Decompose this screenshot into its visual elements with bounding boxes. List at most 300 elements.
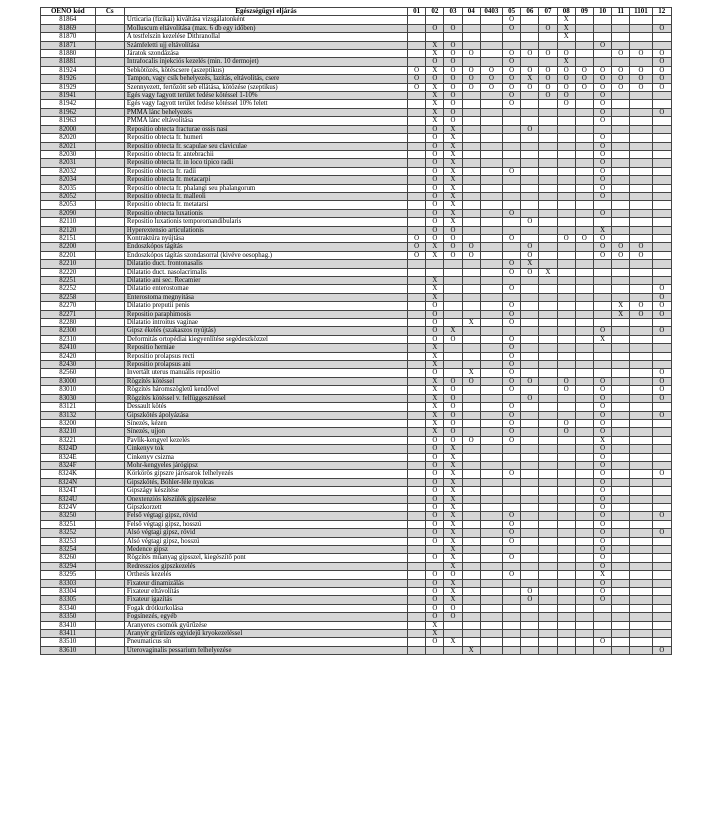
specialty-mark-cell (462, 100, 480, 108)
specialty-mark-cell: O (426, 588, 444, 596)
specialty-mark-cell (630, 100, 652, 108)
specialty-mark-cell (408, 588, 426, 596)
specialty-mark-cell (408, 562, 426, 570)
specialty-mark-cell (612, 226, 630, 234)
specialty-mark-cell (557, 344, 575, 352)
specialty-mark-cell (539, 638, 557, 646)
specialty-mark-cell: X (426, 66, 444, 74)
specialty-mark-cell (575, 377, 593, 385)
specialty-mark-cell (652, 596, 671, 604)
specialty-mark-cell (521, 453, 539, 461)
specialty-mark-cell (462, 546, 480, 554)
specialty-mark-cell (539, 335, 557, 343)
specialty-mark-cell: O (593, 453, 611, 461)
specialty-mark-cell (630, 512, 652, 520)
specialty-mark-cell: O (426, 310, 444, 318)
table-row (41, 209, 672, 217)
specialty-mark-cell: O (593, 327, 611, 335)
oeno-code-cell: 82560 (41, 369, 96, 377)
cs-cell (95, 24, 124, 32)
specialty-mark-cell (652, 588, 671, 596)
table-row (41, 394, 672, 402)
oeno-code-cell: 8324F (41, 461, 96, 469)
specialty-mark-cell (575, 142, 593, 150)
specialty-mark-cell (652, 100, 671, 108)
specialty-mark-cell: O (652, 302, 671, 310)
specialty-mark-cell (575, 571, 593, 579)
cs-cell (95, 638, 124, 646)
specialty-mark-cell (408, 579, 426, 587)
specialty-mark-cell (503, 142, 521, 150)
cs-cell (95, 529, 124, 537)
specialty-mark-cell (462, 167, 480, 175)
cs-cell (95, 277, 124, 285)
column-header: 11 (612, 8, 630, 16)
specialty-mark-cell (575, 428, 593, 436)
specialty-mark-cell: X (521, 75, 539, 83)
table-row (41, 66, 672, 74)
oeno-code-cell: 82030 (41, 150, 96, 158)
specialty-mark-cell (557, 201, 575, 209)
specialty-mark-cell (652, 546, 671, 554)
specialty-mark-cell: O (503, 16, 521, 24)
specialty-mark-cell (630, 562, 652, 570)
specialty-mark-cell (593, 302, 611, 310)
specialty-mark-cell: O (521, 66, 539, 74)
specialty-mark-cell: O (426, 327, 444, 335)
column-header: 04 (462, 8, 480, 16)
specialty-mark-cell (462, 588, 480, 596)
specialty-mark-cell: O (593, 41, 611, 49)
table-body (41, 16, 672, 655)
procedure-name-cell: Gipsz ékelés (szakaszos nyújtás) (124, 327, 407, 335)
oeno-code-cell: 82310 (41, 335, 96, 343)
specialty-mark-cell: O (426, 596, 444, 604)
procedure-name-cell: Endoszkópos tágítás (124, 243, 407, 251)
procedure-name-cell: Mohr-kengyeles járógipsz (124, 461, 407, 469)
specialty-mark-cell: O (652, 66, 671, 74)
specialty-mark-cell (539, 503, 557, 511)
table-row (41, 293, 672, 301)
procedure-name-cell: Molluscum eltávolítása (max. 6 db egy időben) (124, 24, 407, 32)
specialty-mark-cell (521, 192, 539, 200)
table-row (41, 327, 672, 335)
specialty-mark-cell (462, 394, 480, 402)
specialty-mark-cell: O (444, 403, 462, 411)
specialty-mark-cell: O (503, 260, 521, 268)
specialty-mark-cell: O (444, 226, 462, 234)
procedure-name-cell: Fogak drótkurkolása (124, 604, 407, 612)
specialty-mark-cell (444, 293, 462, 301)
procedure-table-container (40, 7, 672, 655)
column-header: 08 (557, 8, 575, 16)
column-header: OENO kód (41, 8, 96, 16)
specialty-mark-cell (630, 461, 652, 469)
specialty-mark-cell: O (652, 529, 671, 537)
oeno-code-cell: 83350 (41, 613, 96, 621)
specialty-mark-cell (612, 184, 630, 192)
specialty-mark-cell: O (630, 75, 652, 83)
specialty-mark-cell: O (426, 159, 444, 167)
specialty-mark-cell (575, 268, 593, 276)
specialty-mark-cell (557, 327, 575, 335)
specialty-mark-cell (408, 512, 426, 520)
table-row (41, 411, 672, 419)
specialty-mark-cell (521, 487, 539, 495)
specialty-mark-cell (575, 209, 593, 217)
specialty-mark-cell (539, 394, 557, 402)
specialty-mark-cell: O (593, 478, 611, 486)
specialty-mark-cell (480, 125, 502, 133)
cs-cell (95, 117, 124, 125)
specialty-mark-cell (462, 201, 480, 209)
specialty-mark-cell: O (521, 394, 539, 402)
oeno-code-cell: 82280 (41, 319, 96, 327)
specialty-mark-cell (652, 218, 671, 226)
specialty-mark-cell (480, 41, 502, 49)
specialty-mark-cell: O (503, 386, 521, 394)
oeno-code-cell: 81942 (41, 100, 96, 108)
table-row (41, 520, 672, 528)
specialty-mark-cell (462, 302, 480, 310)
specialty-mark-cell (557, 453, 575, 461)
specialty-mark-cell (630, 117, 652, 125)
specialty-mark-cell (539, 108, 557, 116)
specialty-mark-cell (408, 646, 426, 654)
specialty-mark-cell (503, 478, 521, 486)
specialty-mark-cell (652, 537, 671, 545)
specialty-mark-cell (462, 386, 480, 394)
cs-cell (95, 125, 124, 133)
specialty-mark-cell: X (444, 125, 462, 133)
table-row (41, 268, 672, 276)
specialty-mark-cell: X (444, 546, 462, 554)
specialty-mark-cell (612, 478, 630, 486)
specialty-mark-cell (480, 285, 502, 293)
specialty-mark-cell (408, 537, 426, 545)
specialty-mark-cell (408, 369, 426, 377)
specialty-mark-cell (575, 352, 593, 360)
specialty-mark-cell (480, 613, 502, 621)
specialty-mark-cell: O (503, 377, 521, 385)
specialty-mark-cell (503, 125, 521, 133)
cs-cell (95, 243, 124, 251)
cs-cell (95, 571, 124, 579)
specialty-mark-cell: O (630, 251, 652, 259)
oeno-code-cell: 82270 (41, 302, 96, 310)
table-row (41, 621, 672, 629)
specialty-mark-cell (575, 310, 593, 318)
specialty-mark-cell (408, 58, 426, 66)
specialty-mark-cell: O (557, 66, 575, 74)
specialty-mark-cell: O (503, 436, 521, 444)
specialty-mark-cell: O (462, 251, 480, 259)
specialty-mark-cell (612, 134, 630, 142)
specialty-mark-cell: O (593, 579, 611, 587)
specialty-mark-cell: O (503, 419, 521, 427)
specialty-mark-cell (503, 394, 521, 402)
specialty-mark-cell (557, 218, 575, 226)
specialty-mark-cell: O (539, 75, 557, 83)
specialty-mark-cell (652, 209, 671, 217)
specialty-mark-cell: X (593, 436, 611, 444)
procedure-name-cell: Repositio prolapsus recti (124, 352, 407, 360)
specialty-mark-cell (521, 646, 539, 654)
cs-cell (95, 167, 124, 175)
specialty-mark-cell: X (426, 630, 444, 638)
oeno-code-cell: 81880 (41, 50, 96, 58)
specialty-mark-cell: O (593, 411, 611, 419)
specialty-mark-cell (408, 159, 426, 167)
specialty-mark-cell (408, 630, 426, 638)
table-row (41, 100, 672, 108)
specialty-mark-cell (630, 192, 652, 200)
column-header: Egészségügyi eljárás (124, 8, 407, 16)
specialty-mark-cell (444, 277, 462, 285)
procedure-name-cell: Repositio prolapsus ani (124, 361, 407, 369)
specialty-mark-cell: O (593, 588, 611, 596)
specialty-mark-cell (462, 453, 480, 461)
column-header: 02 (426, 8, 444, 16)
specialty-mark-cell (652, 268, 671, 276)
specialty-mark-cell (503, 226, 521, 234)
specialty-mark-cell: O (444, 436, 462, 444)
specialty-mark-cell: O (575, 234, 593, 242)
specialty-mark-cell: O (426, 319, 444, 327)
specialty-mark-cell: X (426, 285, 444, 293)
table-row (41, 630, 672, 638)
oeno-code-cell: 8324D (41, 445, 96, 453)
specialty-mark-cell (539, 159, 557, 167)
specialty-mark-cell: O (503, 411, 521, 419)
specialty-mark-cell (408, 201, 426, 209)
specialty-mark-cell (593, 125, 611, 133)
specialty-mark-cell (480, 579, 502, 587)
specialty-mark-cell (630, 327, 652, 335)
specialty-mark-cell: X (426, 394, 444, 402)
specialty-mark-cell: X (426, 251, 444, 259)
table-row (41, 369, 672, 377)
specialty-mark-cell (521, 159, 539, 167)
specialty-mark-cell (575, 117, 593, 125)
specialty-mark-cell (462, 41, 480, 49)
specialty-mark-cell (539, 327, 557, 335)
specialty-mark-cell (462, 150, 480, 158)
specialty-mark-cell (521, 436, 539, 444)
procedure-name-cell: Repositio paraphimosis (124, 310, 407, 318)
table-row (41, 125, 672, 133)
specialty-mark-cell (462, 92, 480, 100)
specialty-mark-cell (444, 646, 462, 654)
specialty-mark-cell (521, 478, 539, 486)
cs-cell (95, 302, 124, 310)
specialty-mark-cell (444, 260, 462, 268)
oeno-code-cell: 82252 (41, 285, 96, 293)
specialty-mark-cell: O (503, 554, 521, 562)
specialty-mark-cell: O (593, 503, 611, 511)
specialty-mark-cell (630, 604, 652, 612)
specialty-mark-cell: X (557, 58, 575, 66)
specialty-mark-cell (521, 319, 539, 327)
procedure-name-cell: Repositio luxationis temporomandibularis (124, 218, 407, 226)
specialty-mark-cell (612, 33, 630, 41)
specialty-mark-cell (408, 520, 426, 528)
specialty-mark-cell: O (444, 108, 462, 116)
specialty-mark-cell (539, 478, 557, 486)
specialty-mark-cell (426, 260, 444, 268)
specialty-mark-cell (652, 638, 671, 646)
specialty-mark-cell: O (426, 75, 444, 83)
specialty-mark-cell: O (630, 243, 652, 251)
table-row (41, 377, 672, 385)
specialty-mark-cell: O (462, 83, 480, 91)
specialty-mark-cell: O (426, 125, 444, 133)
procedure-name-cell: Repositio obtecta fr. malleoli (124, 192, 407, 200)
specialty-mark-cell (652, 579, 671, 587)
cs-cell (95, 176, 124, 184)
specialty-mark-cell: O (426, 512, 444, 520)
specialty-mark-cell (521, 302, 539, 310)
specialty-mark-cell (480, 512, 502, 520)
specialty-mark-cell (408, 218, 426, 226)
specialty-mark-cell: O (593, 92, 611, 100)
cs-cell (95, 411, 124, 419)
oeno-code-cell: 83250 (41, 512, 96, 520)
specialty-mark-cell: O (426, 613, 444, 621)
specialty-mark-cell: X (444, 478, 462, 486)
specialty-mark-cell: O (426, 134, 444, 142)
oeno-code-cell: 82032 (41, 167, 96, 175)
specialty-mark-cell (521, 461, 539, 469)
specialty-mark-cell (630, 588, 652, 596)
specialty-mark-cell (557, 512, 575, 520)
specialty-mark-cell (575, 302, 593, 310)
specialty-mark-cell (503, 613, 521, 621)
specialty-mark-cell: O (593, 419, 611, 427)
specialty-mark-cell: O (426, 487, 444, 495)
specialty-mark-cell: O (593, 445, 611, 453)
table-row (41, 554, 672, 562)
specialty-mark-cell: O (503, 361, 521, 369)
specialty-mark-cell (408, 411, 426, 419)
specialty-mark-cell (480, 268, 502, 276)
specialty-mark-cell (462, 33, 480, 41)
specialty-mark-cell: O (426, 571, 444, 579)
procedure-name-cell: Endoszkópos tágítás szondasorral (kivéve oesophag.) (124, 251, 407, 259)
specialty-mark-cell (408, 419, 426, 427)
oeno-code-cell: 81881 (41, 58, 96, 66)
specialty-mark-cell (612, 630, 630, 638)
specialty-mark-cell: X (426, 83, 444, 91)
specialty-mark-cell: O (652, 327, 671, 335)
specialty-mark-cell (557, 571, 575, 579)
specialty-mark-cell (575, 41, 593, 49)
specialty-mark-cell (539, 352, 557, 360)
specialty-mark-cell: O (426, 209, 444, 217)
cs-cell (95, 621, 124, 629)
specialty-mark-cell (521, 277, 539, 285)
specialty-mark-cell (630, 277, 652, 285)
specialty-mark-cell: X (444, 470, 462, 478)
table-row (41, 604, 672, 612)
specialty-mark-cell (462, 125, 480, 133)
specialty-mark-cell: O (593, 117, 611, 125)
specialty-mark-cell (521, 403, 539, 411)
specialty-mark-cell: X (444, 453, 462, 461)
procedure-name-cell: Önextenziós készülék gipszelése (124, 495, 407, 503)
specialty-mark-cell (480, 377, 502, 385)
specialty-mark-cell (521, 142, 539, 150)
specialty-mark-cell (408, 377, 426, 385)
specialty-mark-cell: O (521, 251, 539, 259)
table-row (41, 134, 672, 142)
specialty-mark-cell (539, 461, 557, 469)
cs-cell (95, 293, 124, 301)
specialty-mark-cell (408, 470, 426, 478)
specialty-mark-cell (521, 293, 539, 301)
specialty-mark-cell (612, 167, 630, 175)
table-row (41, 361, 672, 369)
specialty-mark-cell (652, 613, 671, 621)
cs-cell (95, 613, 124, 621)
specialty-mark-cell (444, 302, 462, 310)
specialty-mark-cell: O (557, 83, 575, 91)
specialty-mark-cell (612, 579, 630, 587)
cs-cell (95, 495, 124, 503)
procedure-name-cell: Rögzítés műanyag gipsszel, kiegészítő pont (124, 554, 407, 562)
oeno-code-cell: 8324T (41, 487, 96, 495)
specialty-mark-cell: O (593, 638, 611, 646)
specialty-mark-cell (630, 24, 652, 32)
procedure-name-cell: Fogsínezés, egyéb (124, 613, 407, 621)
specialty-mark-cell: X (444, 487, 462, 495)
specialty-mark-cell (462, 478, 480, 486)
specialty-mark-cell: O (503, 268, 521, 276)
specialty-mark-cell (408, 503, 426, 511)
oeno-code-cell: 82031 (41, 159, 96, 167)
specialty-mark-cell (557, 579, 575, 587)
table-row (41, 319, 672, 327)
procedure-name-cell: Dilatatio enterostomae (124, 285, 407, 293)
table-row (41, 226, 672, 234)
specialty-mark-cell (444, 630, 462, 638)
specialty-mark-cell (575, 260, 593, 268)
specialty-mark-cell (503, 596, 521, 604)
cs-cell (95, 604, 124, 612)
specialty-mark-cell: O (426, 58, 444, 66)
specialty-mark-cell (630, 335, 652, 343)
specialty-mark-cell (652, 503, 671, 511)
specialty-mark-cell (557, 319, 575, 327)
specialty-mark-cell (593, 613, 611, 621)
specialty-mark-cell: O (593, 234, 611, 242)
specialty-mark-cell (444, 319, 462, 327)
specialty-mark-cell: O (426, 176, 444, 184)
oeno-code-cell: 82300 (41, 327, 96, 335)
oeno-code-cell: 82410 (41, 344, 96, 352)
specialty-mark-cell (557, 277, 575, 285)
specialty-mark-cell: O (503, 167, 521, 175)
specialty-mark-cell (630, 436, 652, 444)
specialty-mark-cell (426, 646, 444, 654)
specialty-mark-cell (462, 344, 480, 352)
table-row (41, 470, 672, 478)
specialty-mark-cell (408, 604, 426, 612)
specialty-mark-cell (557, 226, 575, 234)
specialty-mark-cell: O (503, 302, 521, 310)
specialty-mark-cell: O (593, 176, 611, 184)
specialty-mark-cell (408, 495, 426, 503)
